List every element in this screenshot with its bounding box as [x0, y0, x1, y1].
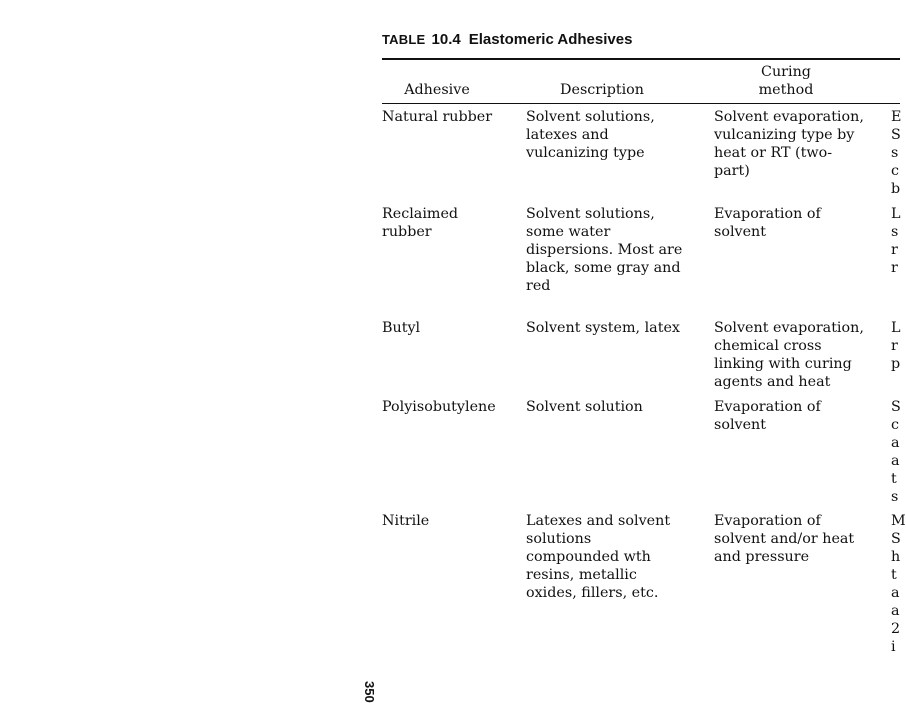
page-number: 350 — [362, 681, 377, 703]
caption-title: Elastomeric Adhesives — [468, 31, 633, 48]
cell-truncated: E S s c b — [891, 109, 902, 197]
caption-number: 10.4 — [431, 31, 461, 48]
cell-description: Solvent solution — [526, 399, 643, 415]
cell-curing: Solvent evaporation, chemical cross linking with curing agents and heat — [714, 320, 864, 390]
table-header-rule — [382, 103, 900, 104]
cell-adhesive: Polyisobutylene — [382, 399, 496, 415]
table-top-rule — [382, 58, 900, 60]
cell-truncated: S c a a t s — [891, 399, 901, 505]
header-description: Description — [560, 82, 644, 98]
cell-truncated: L s r r — [891, 206, 901, 276]
header-adhesive: Adhesive — [404, 82, 470, 98]
cell-adhesive: Reclaimed rubber — [382, 206, 459, 240]
cell-truncated: M S h t a a 2 i — [891, 513, 906, 655]
cell-curing: Evaporation of solvent — [714, 399, 821, 433]
cell-description: Latexes and solvent solutions compounded wth resins, metallic oxides, fillers, etc. — [526, 513, 671, 601]
cell-adhesive: Butyl — [382, 320, 421, 336]
header-curing-method: Curing method — [758, 64, 814, 98]
cell-description: Solvent solutions, latexes and vulcanizing type — [526, 109, 655, 161]
cell-adhesive: Nitrile — [382, 513, 430, 529]
cell-curing: Evaporation of solvent and/or heat and pressure — [714, 513, 855, 565]
cell-description: Solvent system, latex — [526, 320, 680, 336]
cell-truncated: L r p — [891, 320, 901, 372]
cell-adhesive: Natural rubber — [382, 109, 493, 125]
caption-label: TABLE — [382, 32, 426, 47]
cell-description: Solvent solutions, some water dispersions. Most are black, some gray and red — [526, 206, 683, 294]
cell-curing: Solvent evaporation, vulcanizing type by heat or RT (two- part) — [714, 109, 864, 179]
table-caption — [382, 31, 632, 48]
cell-curing: Evaporation of solvent — [714, 206, 821, 240]
